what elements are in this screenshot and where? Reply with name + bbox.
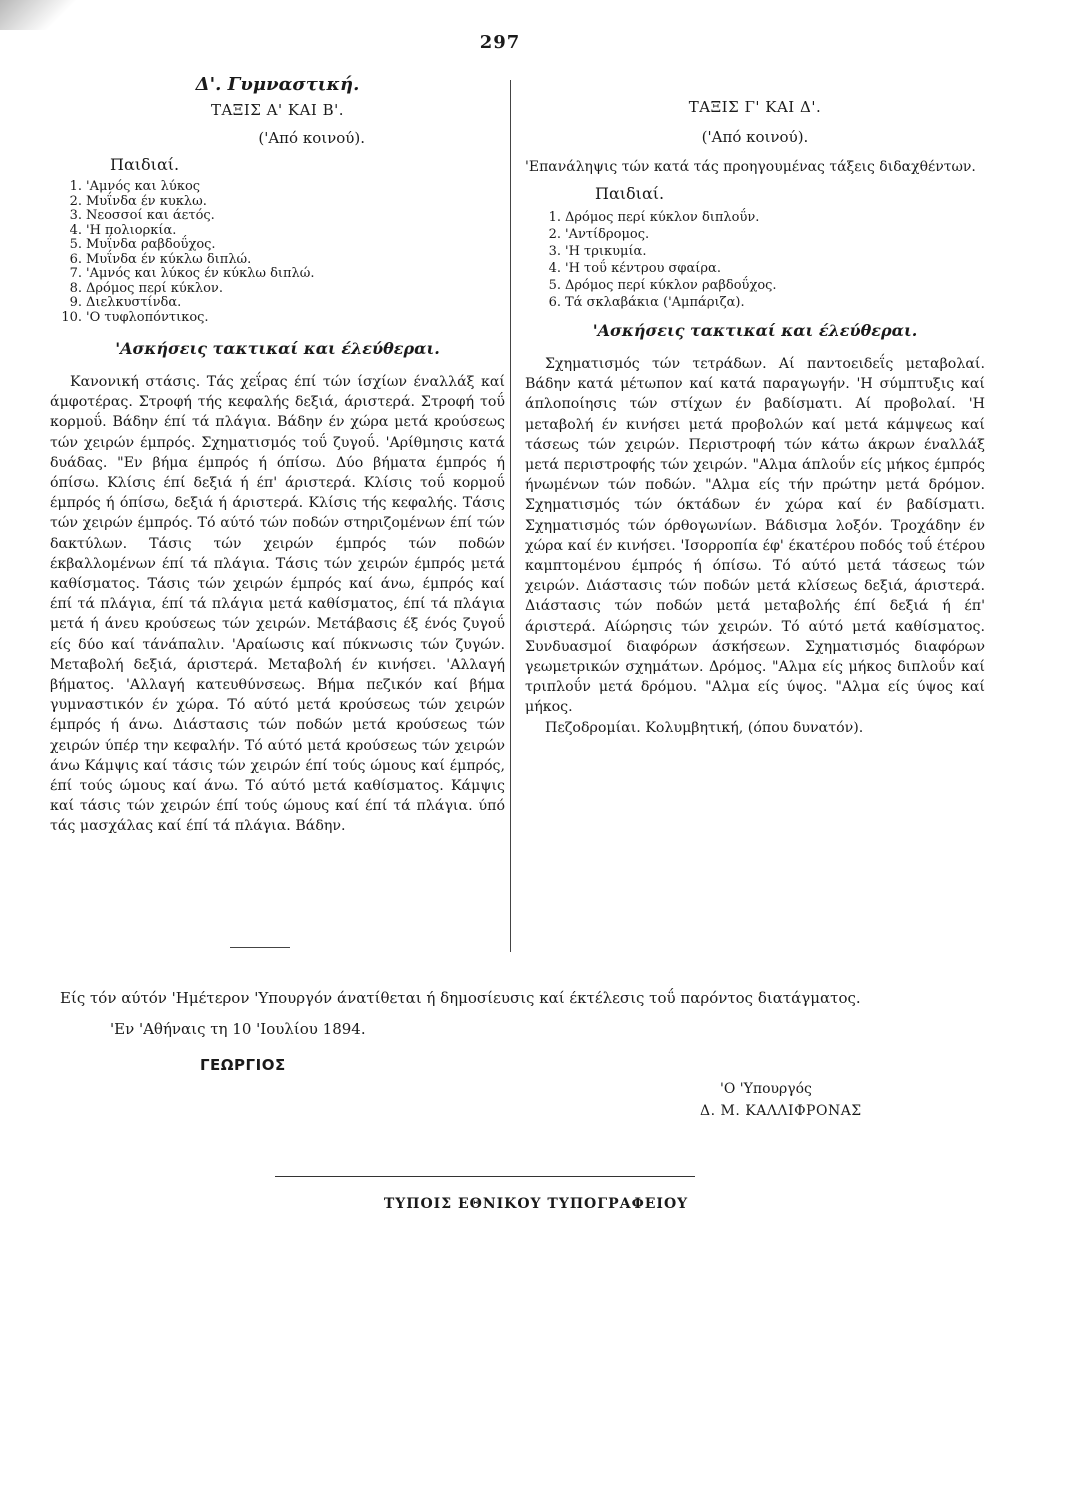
scan-artifact [0,0,80,30]
minister-role: 'Ο 'Υπουργός [720,1081,812,1097]
page-number: 297 [479,32,521,53]
minister-name: Δ. Μ. ΚΑΛΛΙΦΡΟΝΑΣ [700,1103,862,1119]
exercises-text-right: Σχηματισμός τών τετράδων. Αί παντοειδεΐς μεταβολαί. Βάδην κατά μέτωπον καί κατά παραγωγήν. 'Η σύμπτυξις καί άπλοποίησις τών στίχων έν βαδίσματι. Αί προβολαί. 'Η μεταβολή έν κινήσει μετά προβολών καί μετά κάμψεως καί τάσεως τών χειρών. Περιστροφή τών κάτω άκρων έναλλάξ μετά περιστροφής τών χειρών. "Αλμα άπλοΰν είς μήκος έμπρός ήνωμένων τών ποδών. "Αλμα είς τήν πρώτην μετά δρόμον. Σχηματισμός τών όκτάδων έν χώρα καί έν βαδίσματι. Σχηματισμός τών όρθογωνίων. Βάδισμα λοξόν. Τροχάδην έν χώρα καί έν κινήσει. 'Ισορροπία έφ' έκατέρου ποδός τοΰ έτέρου καμπτομένου έμπρός ή όπίσω. Τό αύτό μετά τάσεως τών χειρών. Διάστασις τών ποδών μετά κλίσεως δεξιά, άριστερά. Διάστασις τών ποδών μετά μεταβολής έπί δεξιά ή έπ' άριστερά. Αίώρησις τών χειρών. Τό αύτό μετά καθίσματος. Συνδυασμοί διαφόρων άσκήσεων. Σχηματισμός διαφόρων γεωμετρικών σχημάτων. Δρόμος. "Αλμα είς μήκος διπλοΰν καί τριπλοΰν μετά δρόμου. "Αλμα είς ύψος. "Αλμα είς ύψος καί μήκος. [525,356,985,716]
list-item: 8. Δρόμος περί κύκλον. [69,280,223,296]
section-title: Δ'. Γυμναστική. [195,74,360,95]
games-list-right [539,209,985,311]
footer-rule [275,1176,695,1177]
class-heading-right: ΤΑΞΙΣ Γ' ΚΑΙ Δ'. [688,98,822,116]
games-heading-right: Παιδιαί. [595,184,665,203]
walking-swimming-note: Πεζοδρομίαι. Κολυμβητική, (όπου δυνατόν). [545,719,864,736]
printer-imprint: ΤΥΠΟΙΣ ΕΘΝΙΚΟΥ ΤΥΠΟΓΡΑΦΕΙΟΥ [383,1196,689,1212]
date-line: 'Εν 'Αθήναις τη 10 'Ιουλίου 1894. [110,1020,366,1038]
list-item: 2. 'Αντίδρομος. [548,227,650,242]
exercises-title-right: 'Ασκήσεις τακτικαί και έλεύθεραι. [592,321,918,340]
exercises-title-left: 'Ασκήσεις τακτικαί και έλεύθεραι. [115,339,440,358]
left-column [50,70,505,837]
king-signature: ΓΕΩΡΓΙΟΣ [200,1056,286,1074]
list-item: 6. Τά σκλαβάκια ('Αμπάριζα). [548,295,745,310]
list-item: 6. Μυΐνδα έν κύκλω διπλώ. [69,251,252,267]
column-divider [510,80,511,952]
koinou-note-right: ('Από κοινού). [701,128,809,146]
list-item: 2. Μυΐνδα έν κυκλω. [69,193,207,209]
list-item: 5. Δρόμος περί κύκλον ραβδοΰχος. [548,278,777,293]
list-item: 4. 'Η πολιορκία. [69,222,177,238]
koinou-note-left: ('Από κοινού). [258,129,365,147]
list-item: 3. 'Η τρικυμία. [548,244,647,259]
games-list-left [60,180,505,325]
list-item: 9. Διελκυστίνδα. [69,295,182,310]
exercises-text-left: Κανονική στάσις. Τάς χεΐρας έπί τών ίσχίων έναλλάξ καί άμφοτέρας. Στροφή τής κεφαλής δεξιά, άριστερά. Στροφή τοΰ κορμοΰ. Βάδην έπί τά πλάγια. Βάδην έν χώρα μετά κρούσεως τών χειρών έμπρός. Σχηματισμός τοΰ ζυγοΰ. 'Αρίθμησις κατά δυάδας. "Εν βήμα έμπρός ή όπίσω. Δύο βήματα έμπρός ή όπίσω. Κλίσις έπί δεξιά ή έπ' άριστερά. Κλίσις τοΰ κορμοΰ έμπρός ή όπίσω, δεξιά ή άριστερά. Κλίσις τής κεφαλής. Τάσις τών χειρών έμπρός. Τό αύτό τών ποδών στηριζομένων έπί τών δακτύλων. Τάσις τών χειρών έμπρός τών ποδών έκβαλλομένων έπί τά πλάγια. Τάσις τών χειρών έμπρός μετά καθίσματος. Τάσις τών χειρών έμπρός καί άνω, έμπρός καί έπί τά πλάγια, έπί τά πλάγια μετά καθίσματος, έπί τά πλάγια μετά ή άνευ κρούσεως τών χειρών. Μετάβασις έξ ένός ζυγοΰ είς δύο καί τάνάπαλιν. 'Αραίωσις καί πύκνωσις τών ζυγών. Μεταβολή δεξιά, άριστερά. Μεταβολή έν κινήσει. 'Αλλαγή βήματος. 'Αλλαγή κατευθύνσεως. Βήμα πεζικόν καί βήμα γυμναστικόν έν χώρα. Τό αύτό μετά κρούσεως τών χειρών έμπρός ή άνω. Διάστασις τών ποδών μετά κρούσεως τών χειρών ύπέρ την κεφαλήν. Τό αύτό μετά κρούσεως τών χειρών άνω Κάμψις καί τάσις τών χειρών έπί τούς ώμους καί έμπρός, έπί τούς ώμους καί άνω. Τό αύτό μετά καθίσματος. Κάμψις καί τάσις τών χειρών έπί τούς ώμους καί έπί τά πλάγια. ύπό τάς μασχάλας καί έπί τά πλάγια. Βάδην. [50,374,505,835]
list-item: 5. Μυΐνδα ραβδοΰχος. [69,237,216,252]
list-item: 10. 'Ο τυφλοπόντικος. [61,309,209,325]
right-column [525,70,985,738]
list-item: 3. Νεοσσοί και άετός. [69,208,215,223]
class-heading-left: ΤΑΞΙΣ Α' ΚΑΙ Β'. [210,101,345,119]
list-item: 1. 'Αμνός και λύκος [69,179,201,194]
section-end-rule [230,947,290,948]
list-item: 7. 'Αμνός και λύκος έν κύκλω διπλώ. [69,266,315,281]
list-item: 4. 'Η τοΰ κέντρου σφαίρα. [548,261,721,276]
games-heading-left: Παιδιαί. [110,155,180,174]
closing-sentence: Είς τόν αύτόν 'Ημέτερον 'Υπουργόν άνατίθεται ή δημοσίευσις καί έκτέλεσις τοΰ παρόντος διατάγματος. [60,989,861,1007]
list-item: 1. Δρόμος περί κύκλον διπλοΰν. [548,210,760,225]
repetition-note: 'Επανάληψις τών κατά τάς προηγουμένας τάξεις διδαχθέντων. [525,159,976,175]
